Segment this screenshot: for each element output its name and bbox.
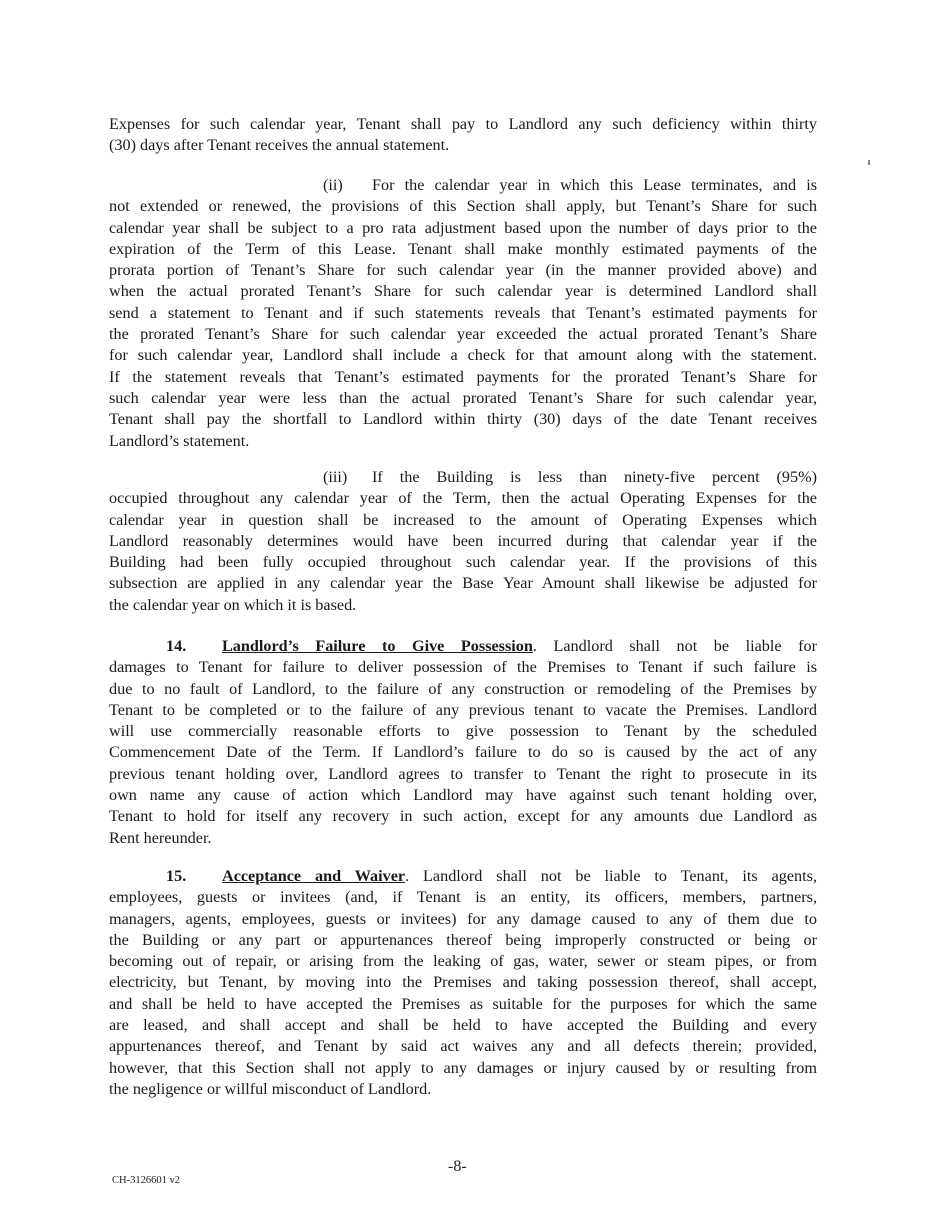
subsection-iii [109, 467, 817, 616]
subsection-label: (iii) [323, 468, 348, 486]
page-number: -8- [448, 1158, 467, 1175]
text-line: If the statement reveals that Tenant’s estimated payments for the prorated Tenant’s Share for [109, 367, 817, 386]
text-line: Tenant to hold for itself any recovery in such action, except for any amounts due Landlord as [109, 807, 817, 826]
text-line: such calendar year were less than the actual prorated Tenant’s Share for such calendar year, [109, 388, 817, 407]
text-line: electricity, but Tenant, by moving into the Premises and taking possession thereof, shall accept, [109, 973, 817, 992]
document-id: CH-3126601 v2 [112, 1175, 180, 1186]
paragraph-continuation [109, 114, 817, 157]
text-line: employees, guests or invitees (and, if Tenant is an entity, its officers, members, partners, [109, 888, 817, 907]
text-line: the Building or any part or appurtenances thereof being improperly constructed or being or [109, 930, 817, 949]
text-line: Commencement Date of the Term. If Landlord’s failure to do so is caused by the act of any [109, 743, 817, 762]
text-line: Tenant shall pay the shortfall to Landlord within thirty (30) days of the date Tenant receives [109, 410, 817, 429]
text-line: (30) days after Tenant receives the annual statement. [109, 136, 450, 155]
text-line: calendar year in question shall be increased to the amount of Operating Expenses which [109, 510, 817, 529]
text-line: appurtenances thereof, and Tenant by said act waives any and all defects therein; provided, [109, 1037, 817, 1056]
section-number: 14. [166, 637, 187, 655]
text-line: . Landlord shall not be liable for [532, 637, 817, 655]
text-line: own name any cause of action which Landlord may have against such tenant holding over, [109, 786, 817, 805]
text-line: . Landlord shall not be liable to Tenant, its agents, [405, 867, 817, 885]
text-line: calendar year shall be subject to a pro rata adjustment based upon the number of days prior to the [109, 218, 817, 237]
section-15 [109, 866, 817, 1100]
text-line: are leased, and shall accept and shall be held to have accepted the Building and every [109, 1016, 817, 1035]
text-line: will use commercially reasonable efforts to give possession to Tenant by the scheduled [109, 722, 817, 741]
text-line: the negligence or willful misconduct of Landlord. [109, 1079, 432, 1098]
text-line: not extended or renewed, the provisions of this Section shall apply, but Tenant’s Share for such [109, 197, 817, 216]
text-line: managers, agents, employees, guests or invitees) for any damage caused to any of them due to [109, 909, 817, 928]
text-line: subsection are applied in any calendar year the Base Year Amount shall likewise be adjusted for [109, 574, 817, 593]
text-line: occupied throughout any calendar year of the Term, then the actual Operating Expenses for the [109, 489, 817, 508]
text-line: previous tenant holding over, Landlord agrees to transfer to Tenant the right to prosecute in its [109, 764, 817, 783]
text-line: expiration of the Term of this Lease. Tenant shall make monthly estimated payments of the [109, 239, 817, 258]
section-number: 15. [166, 867, 187, 885]
text-line: however, that this Section shall not apply to any damages or injury caused by or resulting from [109, 1058, 817, 1077]
text-line: Landlord’s statement. [109, 431, 250, 450]
text-line: Building had been fully occupied throughout such calendar year. If the provisions of this [109, 553, 817, 572]
text-line: for such calendar year, Landlord shall include a check for that amount along with the statement. [109, 346, 817, 365]
text-line: If the Building is less than ninety-five percent (95%) [372, 468, 817, 486]
text-line: Landlord reasonably determines would have been incurred during that calendar year if the [109, 531, 817, 550]
section-title: Acceptance and Waiver [222, 867, 406, 885]
text-line: send a statement to Tenant and if such statements reveals that Tenant’s estimated payments for [109, 303, 817, 322]
subsection-label: (ii) [323, 176, 343, 194]
text-line: when the actual prorated Tenant’s Share for such calendar year is determined Landlord shall [109, 282, 817, 301]
text-line: Tenant to be completed or to the failure of any previous tenant to vacate the Premises. Landlord [109, 700, 817, 719]
text-line: the calendar year on which it is based. [109, 595, 357, 614]
text-line: damages to Tenant for failure to deliver possession of the Premises to Tenant if such failure is [109, 658, 817, 677]
text-line: the prorated Tenant’s Share for such calendar year exceeded the actual prorated Tenant’s Share [109, 325, 817, 344]
text-line: Expenses for such calendar year, Tenant shall pay to Landlord any such deficiency within thirty [109, 115, 817, 133]
text-line: For the calendar year in which this Lease terminates, and is [372, 176, 817, 194]
scan-artifact [868, 160, 870, 165]
text-line: becoming out of repair, or arising from the leaking of gas, water, sewer or steam pipes, or from [109, 952, 817, 971]
text-line: due to no fault of Landlord, to the failure of any construction or remodeling of the Premises by [109, 679, 817, 698]
text-line: prorata portion of Tenant’s Share for such calendar year (in the manner provided above) and [109, 261, 817, 280]
section-title: Landlord’s Failure to Give Possession [222, 637, 533, 655]
text-line: and shall be held to have accepted the Premises as suitable for the purposes for which the same [109, 994, 817, 1013]
text-line: Rent hereunder. [109, 828, 212, 847]
subsection-ii [109, 175, 817, 452]
section-14 [109, 636, 817, 849]
